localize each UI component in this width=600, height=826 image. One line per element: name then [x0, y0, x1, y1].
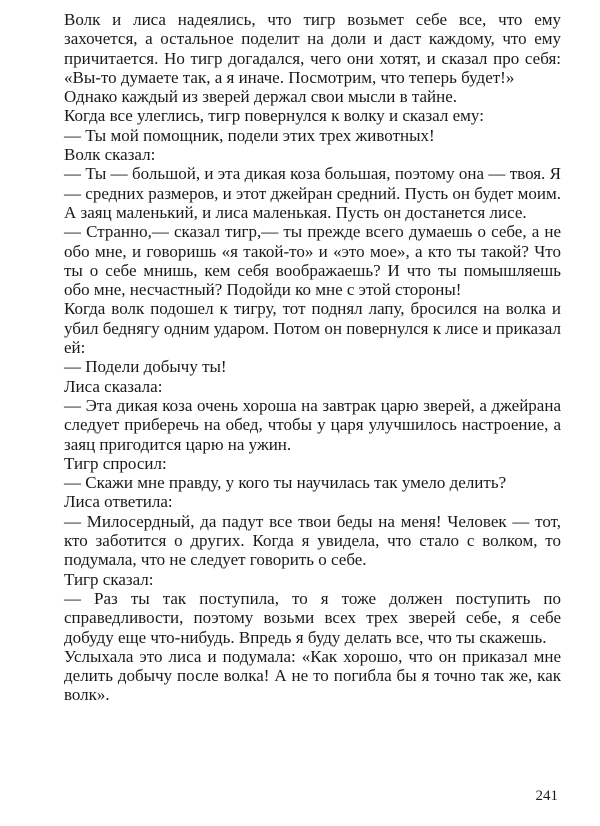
- paragraph-10: Лиса сказала:: [64, 376, 163, 396]
- paragraph-16: Тигр сказал:: [64, 569, 154, 589]
- paragraph-8: Когда волк подошел к тигру, тот поднял лапу, бросился на волка и убил беднягу одним ударом. Потом он повернулся к лисе и приказал ей:: [64, 299, 561, 358]
- paragraph-18: Услыхала это лиса и подумала: «Как хорошо, что он приказал мне делить добычу после волка! А не то погибла бы я точно так же, как волк».: [64, 646, 561, 705]
- paragraph-4: — Ты мой помощник, подели этих трех животных!: [64, 125, 435, 145]
- paragraph-14: Лиса ответила:: [64, 492, 173, 512]
- paragraph-6: — Ты — большой, и эта дикая коза большая, поэтому она — твоя. Я — средних размеров, и этот джейран средний. Пусть он будет моим. А заяц маленький, и лиса маленькая. Пусть он достанется лисе.: [64, 164, 561, 222]
- paragraph-7: — Странно,— сказал тигр,— ты прежде всего думаешь о себе, а не обо мне, и говоришь «я такой-то» и «это мое», а кто ты такой? Что ты о себе мнишь, кем себя воображаешь? И что ты помышляешь обо мне, несчастный? Подойди ко мне с этой стороны!: [64, 222, 561, 300]
- paragraph-2: Однако каждый из зверей держал свои мысли в тайне.: [64, 87, 458, 107]
- page-number: 241: [535, 788, 558, 804]
- paragraph-15: — Милосердный, да падут все твои беды на меня! Человек — тот, кто заботится о других. Когда я увидела, что стало с волком, то подумала, что не следует говорить о себе.: [64, 511, 561, 570]
- page-text: [64, 10, 561, 705]
- paragraph-9: — Подели добычу ты!: [64, 357, 227, 377]
- paragraph-3: Когда все улеглись, тигр повернулся к волку и сказал ему:: [64, 106, 484, 126]
- paragraph-13: — Скажи мне правду, у кого ты научилась так умело делить?: [64, 473, 507, 493]
- paragraph-17: — Раз ты так поступила, то я тоже должен поступить по справедливости, поэтому возьми всех трех зверей себе, я себе добуду еще что-нибудь. Впредь я буду делать все, что ты скажешь.: [64, 588, 561, 647]
- paragraph-1: Волк и лиса надеялись, что тигр возьмет себе все, что ему захочется, а остальное поделит на доли и даст каждому, что ему причитается. Но тигр догадался, чего они хотят, и сказал про себя: «Вы-то думаете так, а я иначе. Посмотрим, что теперь будет!»: [64, 10, 561, 87]
- paragraph-12: Тигр спросил:: [64, 453, 167, 473]
- paragraph-11: — Эта дикая коза очень хороша на завтрак царю зверей, а джейрана следует приберечь на обед, чтобы у царя улучшилось настроение, а заяц пригодится царю на ужин.: [64, 395, 561, 454]
- paragraph-5: Волк сказал:: [64, 145, 156, 165]
